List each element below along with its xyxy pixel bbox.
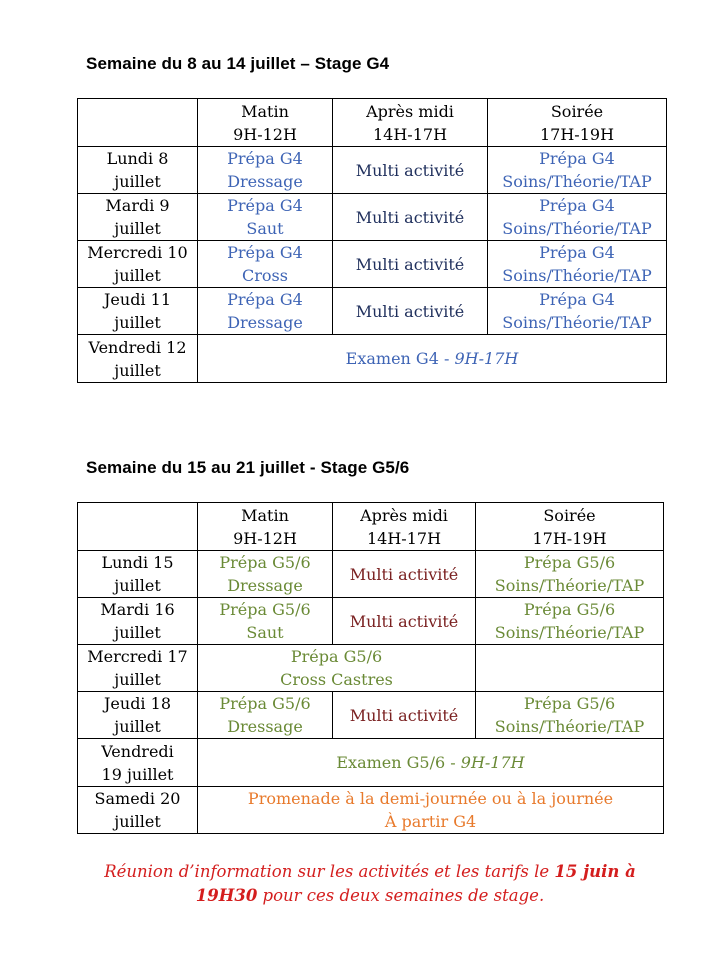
cross-castres-cell: Prépa G5/6 Cross Castres (198, 645, 476, 692)
morning-cell: Prépa G4 Dressage (198, 288, 333, 335)
day-cell: Lundi 8 juillet (78, 147, 198, 194)
empty-header-cell (78, 503, 198, 551)
promenade-row (78, 787, 664, 834)
exam-row (78, 335, 667, 383)
empty-evening-cell (476, 645, 664, 692)
week1-title: Semaine du 8 au 14 juillet – Stage G4 (86, 54, 390, 73)
day-cell: Mardi 16 juillet (78, 598, 198, 645)
header-soiree: Soirée 17H-19H (488, 99, 667, 147)
morning-cell: Prépa G5/6 Dressage (198, 692, 333, 739)
afternoon-cell: Multi activité (333, 241, 488, 288)
day-cell: Vendredi 19 juillet (78, 739, 198, 787)
week2-table (77, 502, 664, 834)
table-row (78, 598, 664, 645)
morning-cell: Prépa G5/6 Saut (198, 598, 333, 645)
morning-cell: Prépa G4 Saut (198, 194, 333, 241)
afternoon-cell: Multi activité (333, 194, 488, 241)
day-cell: Jeudi 11 juillet (78, 288, 198, 335)
exam-cell: Examen G4 - 9H-17H (198, 335, 667, 383)
evening-cell: Prépa G4 Soins/Théorie/TAP (488, 241, 667, 288)
table-row (78, 692, 664, 739)
evening-cell: Prépa G5/6 Soins/Théorie/TAP (476, 598, 664, 645)
afternoon-cell: Multi activité (333, 288, 488, 335)
day-cell: Vendredi 12 juillet (78, 335, 198, 383)
table-row (78, 147, 667, 194)
afternoon-cell: Multi activité (333, 598, 476, 645)
day-cell: Mercredi 17 juillet (78, 645, 198, 692)
day-cell: Jeudi 18 juillet (78, 692, 198, 739)
header-apres-midi: Après midi 14H-17H (333, 99, 488, 147)
header-apres-midi: Après midi 14H-17H (333, 503, 476, 551)
table-row (78, 551, 664, 598)
afternoon-cell: Multi activité (333, 147, 488, 194)
header-matin: Matin 9H-12H (198, 99, 333, 147)
morning-cell: Prépa G4 Cross (198, 241, 333, 288)
afternoon-cell: Multi activité (333, 692, 476, 739)
header-soiree: Soirée 17H-19H (476, 503, 664, 551)
evening-cell: Prépa G5/6 Soins/Théorie/TAP (476, 692, 664, 739)
afternoon-cell: Multi activité (333, 551, 476, 598)
table-row (78, 645, 664, 692)
day-cell: Mardi 9 juillet (78, 194, 198, 241)
evening-cell: Prépa G4 Soins/Théorie/TAP (488, 194, 667, 241)
table-row (78, 288, 667, 335)
empty-header-cell (78, 99, 198, 147)
table-header-row (78, 99, 667, 147)
week1-table (77, 98, 667, 383)
morning-cell: Prépa G4 Dressage (198, 147, 333, 194)
day-cell: Mercredi 10 juillet (78, 241, 198, 288)
exam-row (78, 739, 664, 787)
evening-cell: Prépa G5/6 Soins/Théorie/TAP (476, 551, 664, 598)
exam-cell: Examen G5/6 - 9H-17H (198, 739, 664, 787)
day-cell: Samedi 20 juillet (78, 787, 198, 834)
table-row (78, 241, 667, 288)
promenade-cell: Promenade à la demi-journée ou à la journée À partir G4 (198, 787, 664, 834)
week2-title: Semaine du 15 au 21 juillet - Stage G5/6 (86, 458, 410, 477)
day-cell: Lundi 15 juillet (78, 551, 198, 598)
morning-cell: Prépa G5/6 Dressage (198, 551, 333, 598)
evening-cell: Prépa G4 Soins/Théorie/TAP (488, 288, 667, 335)
table-header-row (78, 503, 664, 551)
header-matin: Matin 9H-12H (198, 503, 333, 551)
info-note: Réunion d’information sur les activités et les tarifs le 15 juin à 19H30 pour ces deux semaines de stage. (104, 862, 636, 905)
evening-cell: Prépa G4 Soins/Théorie/TAP (488, 147, 667, 194)
table-row (78, 194, 667, 241)
